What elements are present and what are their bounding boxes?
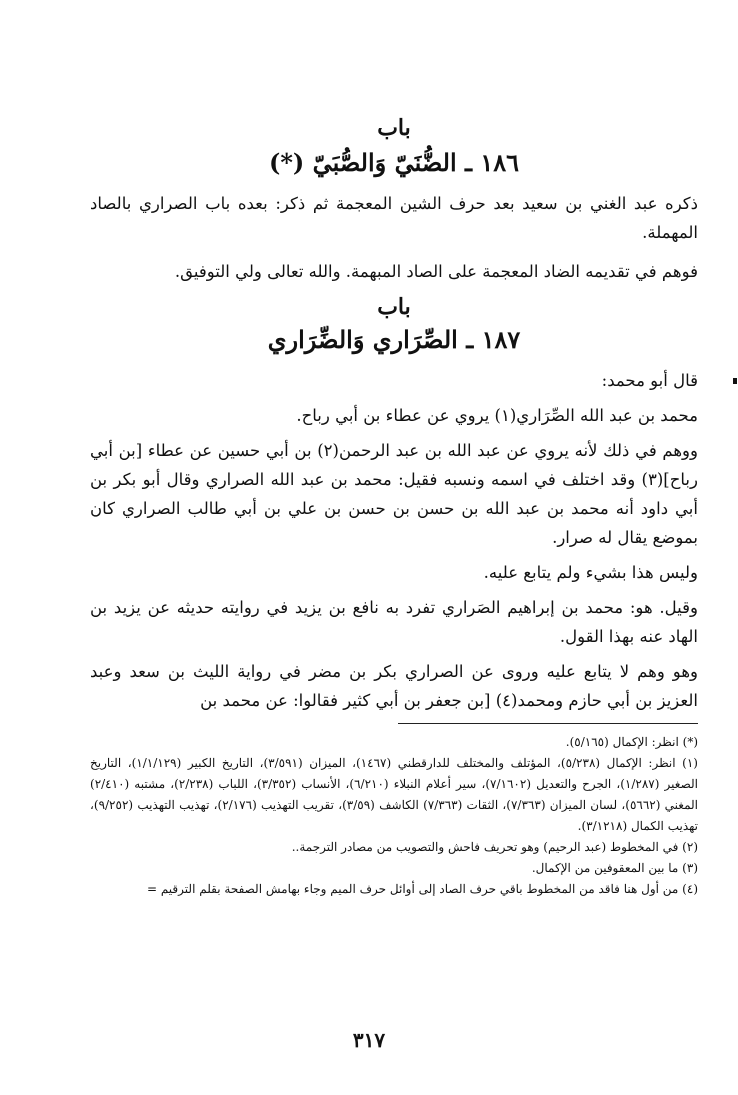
- footnote: (١) انظر: الإكمال (٥/٢٣٨)، المؤتلف والمختلف للدارقطني (١٤٦٧)، الميزان (٣/٥٩١)، التاريخ الكبير (١/١/١٢٩)، التاريخ الصغير (١/٢٨٧)، الجرح والتعديل (٧/١٦٠٢)، سير أعلام النبلاء (٦/٢١٠)، الأنساب (٣/٣٥٢)، اللباب (٢/٢٣٨)، مشتبه (٢/٤١٠) المغني (٥٦٦٢)، لسان الميزان (٧/٣٦٣)، الثقات (٧/٣٦٣) الكاشف (٣/٥٩)، تقريب التهذيب (٢/١٧٦)، تهذيب التهذيب (٩/٢٥٢)، تهذيب الكمال (٣/١٢١٨).: [90, 756, 699, 833]
- footnotes: [90, 732, 698, 900]
- paragraph: ذكره عبد الغني بن سعيد بعد حرف الشين المعجمة ثم ذكر: بعده باب الصراري بالصاد المهملة.: [90, 194, 698, 242]
- chapter-heading-bab: باب: [377, 294, 411, 320]
- paragraph: وهو وهم لا يتابع عليه وروى عن الصراري بكر بن مضر في رواية الليث بن سعد وعبد العزيز بن أبي حازم ومحمد(٤) [بن جعفر بن أبي كثير فقالوا: عن محمد بن: [90, 662, 698, 710]
- footnote: (*) انظر: الإكمال (٥/١٦٥).: [565, 735, 698, 749]
- entry-title-186: ١٨٦ ـ الضُّنَيّ وَالصُّبَيّ (*): [268, 148, 520, 177]
- footnote-separator: [398, 723, 698, 724]
- footnote: (٤) من أول هنا فاقد من المخطوط باقي حرف الصاد إلى أوائل حرف الميم وجاء بهامش الصفحة بقلم الترقيم =: [146, 882, 698, 896]
- text-column: [90, 105, 698, 900]
- paragraph: قال أبو محمد:: [601, 371, 698, 390]
- footnote: (٢) في المخطوط (عبد الرحيم) وهو تحريف فاحش والتصويب من مصادر الترجمة..: [291, 840, 698, 854]
- page-number: ٣١٧: [352, 1028, 386, 1052]
- paragraph: محمد بن عبد الله الصِّرَاري(١) يروي عن عطاء بن أبي رباح.: [296, 406, 698, 425]
- paragraph: وليس هذا بشيء ولم يتابع عليه.: [483, 563, 698, 582]
- margin-mark: [733, 378, 737, 384]
- footnote: (٣) ما بين المعقوفين من الإكمال.: [531, 861, 698, 875]
- chapter-heading-bab: باب: [377, 115, 411, 141]
- entry-title-187: ١٨٧ ـ الصِّرَاري وَالضِّرَاري: [267, 325, 521, 354]
- paragraph: وقيل. هو: محمد بن إبراهيم الصَراري تفرد به نافع بن يزيد في روايته حديثه عن يزيد بن الهاد عنه بهذا القول.: [90, 598, 698, 646]
- paragraph: ووهم في ذلك لأنه يروي عن عبد الله بن عبد الرحمن(٢) بن أبي حسين عن عطاء [بن أبي رباح](٣) وقد اختلف في اسمه ونسبه فقيل: محمد بن عبد الله الصراري وقال أبو بكر بن أبي داود أنه محمد بن عبد الله بن حسن بن حسن بن علي بن أبي طالب الصراري كان بموضع يقال له صرار.: [90, 441, 698, 547]
- paragraph: فوهم في تقديمه الضاد المعجمة على الصاد المبهمة. والله تعالى ولي التوفيق.: [174, 262, 698, 281]
